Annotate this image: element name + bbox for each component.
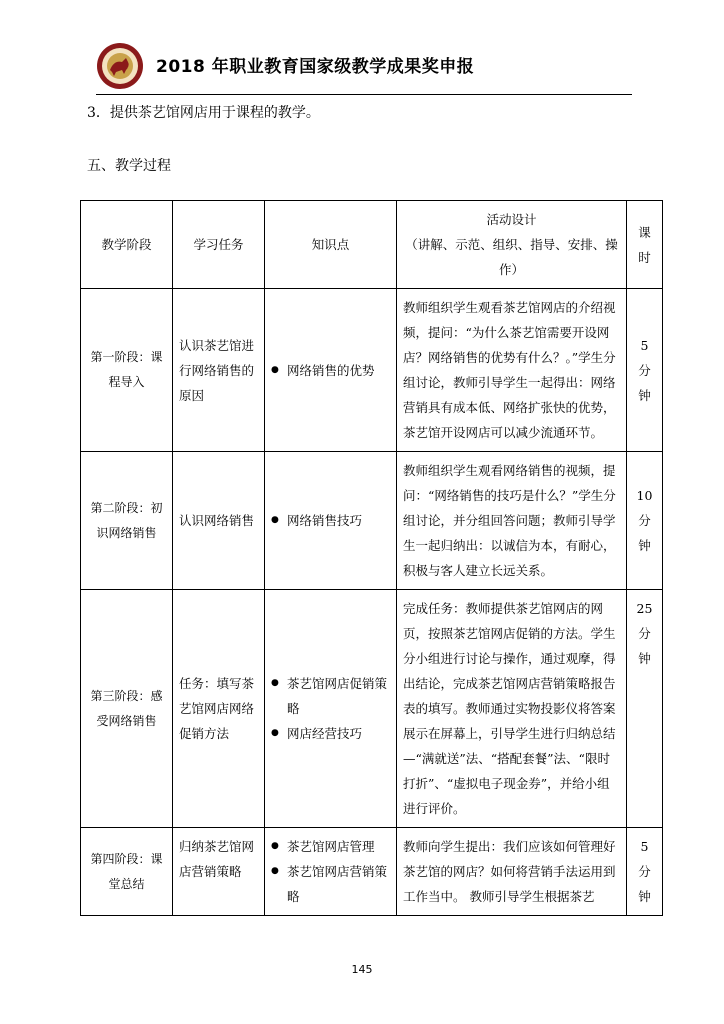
time-cell xyxy=(627,590,663,828)
stage-cell: 第四阶段：课堂总结 xyxy=(81,828,173,916)
knowledge-point: ● 网络销售技巧 xyxy=(271,508,390,533)
knowledge-point: ● 茶艺馆网店促销策略 xyxy=(271,671,390,721)
time-cell xyxy=(627,828,663,916)
task-cell: 归纳茶艺馆网店营销策略 xyxy=(173,828,265,916)
time-unit: 分钟 xyxy=(638,864,651,904)
table-row xyxy=(81,289,663,452)
header-stage: 教学阶段 xyxy=(81,201,173,289)
task-cell: 认识网络销售 xyxy=(173,452,265,590)
time-value: 5 xyxy=(640,337,649,353)
header-task: 学习任务 xyxy=(173,201,265,289)
header-points: 知识点 xyxy=(265,201,397,289)
header-activity-title: 活动设计 xyxy=(486,212,537,227)
stage-cell: 第二阶段：初识网络销售 xyxy=(81,452,173,590)
knowledge-point: ● 网店经营技巧 xyxy=(271,721,390,746)
school-emblem-icon xyxy=(96,42,144,90)
knowledge-point: ● 茶艺馆网店营销策略 xyxy=(271,859,390,909)
activity-cell: 教师组织学生观看茶艺馆网店的介绍视频，提问：“为什么茶艺馆需要开设网店？网络销售的优势有什么？。”学生分组讨论，教师引导学生一起得出：网络营销具有成本低、网络扩张快的优势，茶艺馆开设网店可以减少流通环节。 xyxy=(397,289,627,452)
activity-cell: 教师向学生提出：我们应该如何管理好茶艺馆的网店？如何将营销手法运用到工作当中。 教师引导学生根据茶艺 xyxy=(397,828,627,916)
time-unit: 分钟 xyxy=(638,513,651,553)
header-divider xyxy=(96,94,632,95)
points-cell xyxy=(265,590,397,828)
stage-cell: 第一阶段：课程导入 xyxy=(81,289,173,452)
header-time: 课时 xyxy=(627,201,663,289)
time-cell xyxy=(627,452,663,590)
stage-cell: 第三阶段：感受网络销售 xyxy=(81,590,173,828)
header-activity xyxy=(397,201,627,289)
knowledge-point: ● 茶艺馆网店管理 xyxy=(271,834,390,859)
time-unit: 分钟 xyxy=(638,362,651,403)
time-cell xyxy=(627,289,663,452)
page-header xyxy=(96,38,696,94)
time-value: 25 xyxy=(636,601,653,616)
table-row xyxy=(81,452,663,590)
section-heading: 五、教学过程 xyxy=(87,158,171,174)
points-cell xyxy=(265,289,397,452)
task-cell: 认识茶艺馆进行网络销售的原因 xyxy=(173,289,265,452)
activity-cell: 教师组织学生观看网络销售的视频，提问：“网络销售的技巧是什么？”学生分组讨论，并分组回答问题；教师引导学生一起归纳出：以诚信为本，有耐心，积极与客人建立长远关系。 xyxy=(397,452,627,590)
points-cell xyxy=(265,452,397,590)
time-value: 10 xyxy=(636,488,653,503)
time-value: 5 xyxy=(640,839,649,854)
time-unit: 分钟 xyxy=(638,626,651,666)
activity-cell: 完成任务：教师提供茶艺馆网店的网页，按照茶艺馆网店促销的方法。学生分小组进行讨论与操作，通过观摩，得出结论，完成茶艺馆网店营销策略报告表的填写。教师通过实物投影仪将答案展示在屏幕上，引导学生进行归纳总结—“满就送”法、“搭配套餐”法、“限时打折”、“虚拟电子现金券”，并给小组进行评价。 xyxy=(397,590,627,828)
intro-text: 3．提供茶艺馆网店用于课程的教学。 xyxy=(87,105,320,121)
task-cell: 任务：填写茶艺馆网店网络促销方法 xyxy=(173,590,265,828)
page-number: 145 xyxy=(351,963,373,976)
page-title: 2018 年职业教育国家级教学成果奖申报 xyxy=(156,57,475,77)
points-cell xyxy=(265,828,397,916)
header-activity-subtitle: （讲解、示范、组织、指导、安排、操作） xyxy=(405,237,618,277)
table-row xyxy=(81,590,663,828)
table-row xyxy=(81,828,663,916)
knowledge-point: ● 网络销售的优势 xyxy=(271,358,390,383)
table-header-row xyxy=(81,201,663,289)
teaching-process-table xyxy=(80,200,663,916)
